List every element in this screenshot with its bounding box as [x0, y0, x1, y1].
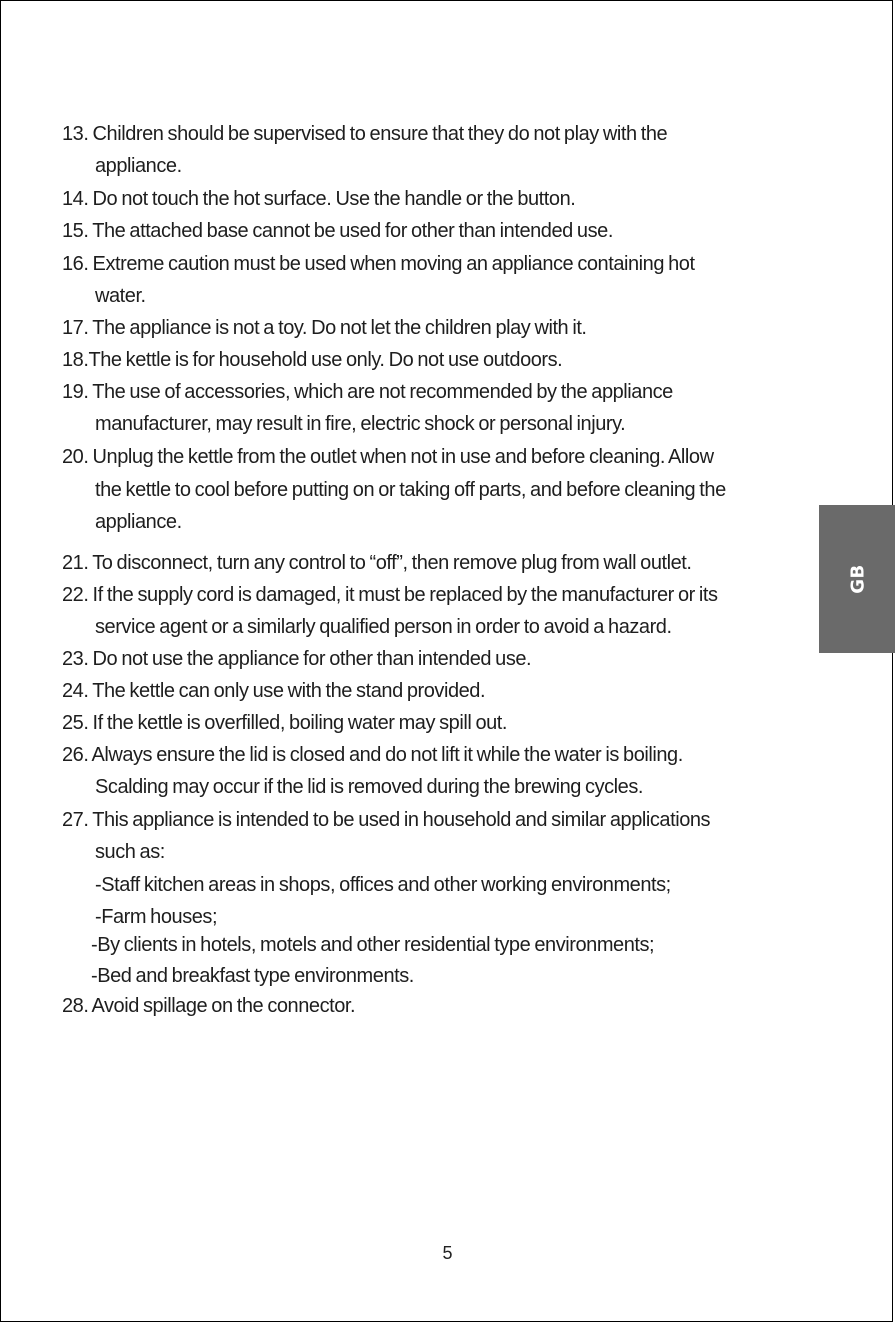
instruction-line: -By clients in hotels, motels and other residential type environments; [91, 934, 655, 956]
language-tab-label: GB [847, 564, 868, 594]
instruction-line: service agent or a similarly qualified person in order to avoid a hazard. [95, 616, 672, 638]
instruction-line: water. [95, 285, 146, 307]
instruction-line: appliance. [95, 511, 182, 533]
instruction-line: 28. Avoid spillage on the connector. [62, 995, 356, 1017]
instruction-line: appliance. [95, 155, 182, 177]
instruction-line: -Bed and breakfast type environments. [91, 965, 414, 987]
instruction-line: 16. Extreme caution must be used when moving an appliance containing hot [62, 253, 695, 275]
instruction-line: 24. The kettle can only use with the stand provided. [62, 680, 486, 702]
instruction-line: -Farm houses; [95, 906, 218, 928]
page-number: 5 [442, 1243, 453, 1263]
instruction-line: Scalding may occur if the lid is removed during the brewing cycles. [95, 776, 644, 798]
instruction-line: 15. The attached base cannot be used for other than intended use. [62, 220, 613, 242]
instruction-line: 27. This appliance is intended to be used in household and similar applications [62, 809, 711, 831]
instruction-line: -Staff kitchen areas in shops, offices and other working environments; [95, 874, 671, 896]
instruction-line: such as: [95, 841, 165, 863]
instruction-line: 26. Always ensure the lid is closed and do not lift it while the water is boiling. [62, 744, 683, 766]
language-tab [819, 505, 895, 653]
instruction-line: 14. Do not touch the hot surface. Use the handle or the button. [62, 188, 576, 210]
instruction-line: 25. If the kettle is overfilled, boiling water may spill out. [62, 712, 508, 734]
instruction-line: 20. Unplug the kettle from the outlet when not in use and before cleaning. Allow [62, 446, 714, 468]
instruction-line: 19. The use of accessories, which are not recommended by the appliance [62, 381, 673, 403]
instruction-line: 13. Children should be supervised to ensure that they do not play with the [62, 123, 668, 145]
instruction-line: the kettle to cool before putting on or taking off parts, and before cleaning the [95, 479, 726, 501]
instruction-line: 22. If the supply cord is damaged, it must be replaced by the manufacturer or its [62, 584, 718, 606]
instruction-line: 23. Do not use the appliance for other than intended use. [62, 648, 532, 670]
instruction-line: 21. To disconnect, turn any control to “off”, then remove plug from wall outlet. [62, 552, 692, 574]
instruction-line: manufacturer, may result in fire, electric shock or personal injury. [95, 413, 626, 435]
instruction-line: 18.The kettle is for household use only. Do not use outdoors. [62, 349, 563, 371]
instruction-line: 17. The appliance is not a toy. Do not let the children play with it. [62, 317, 587, 339]
